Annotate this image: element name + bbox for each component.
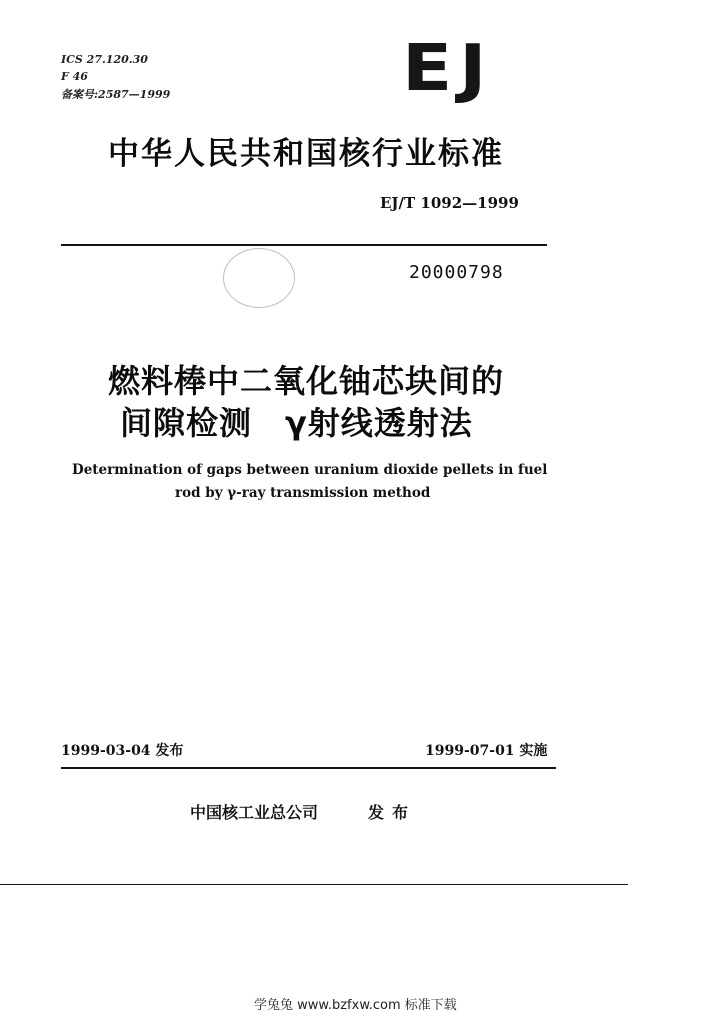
standard-title: 中华人民共和国核行业标准 (108, 136, 504, 172)
stamp-seal (223, 248, 295, 308)
serial-number: 20000798 (409, 262, 504, 283)
publisher-action: 发布 (368, 803, 417, 822)
date-divider (61, 767, 556, 769)
english-title-line-2: rod by γ-ray transmission method (175, 485, 431, 501)
standard-code: EJ/T 1092—1999 (380, 194, 519, 212)
bottom-divider (0, 884, 628, 885)
footer-watermark: 学兔兔 www.bzfxw.com 标准下载 (254, 998, 457, 1013)
chinese-title-line-1: 燃料棒中二氧化铀芯块间的 (108, 362, 505, 400)
classification-code: F 46 (61, 70, 88, 83)
top-divider (61, 244, 547, 246)
ics-code: ICS 27.120.30 (61, 53, 148, 66)
chinese-title-line-2: 间隙检测 γ射线透射法 (120, 404, 473, 442)
ej-logo: EJ (402, 32, 494, 106)
record-number: 备案号:2587—1999 (61, 88, 171, 101)
issue-date: 1999-03-04 发布 (61, 743, 184, 759)
publisher-name: 中国核工业总公司 (190, 803, 319, 822)
effective-date: 1999-07-01 实施 (425, 743, 548, 759)
english-title-line-1: Determination of gaps between uranium dioxide pellets in fuel (72, 462, 548, 478)
